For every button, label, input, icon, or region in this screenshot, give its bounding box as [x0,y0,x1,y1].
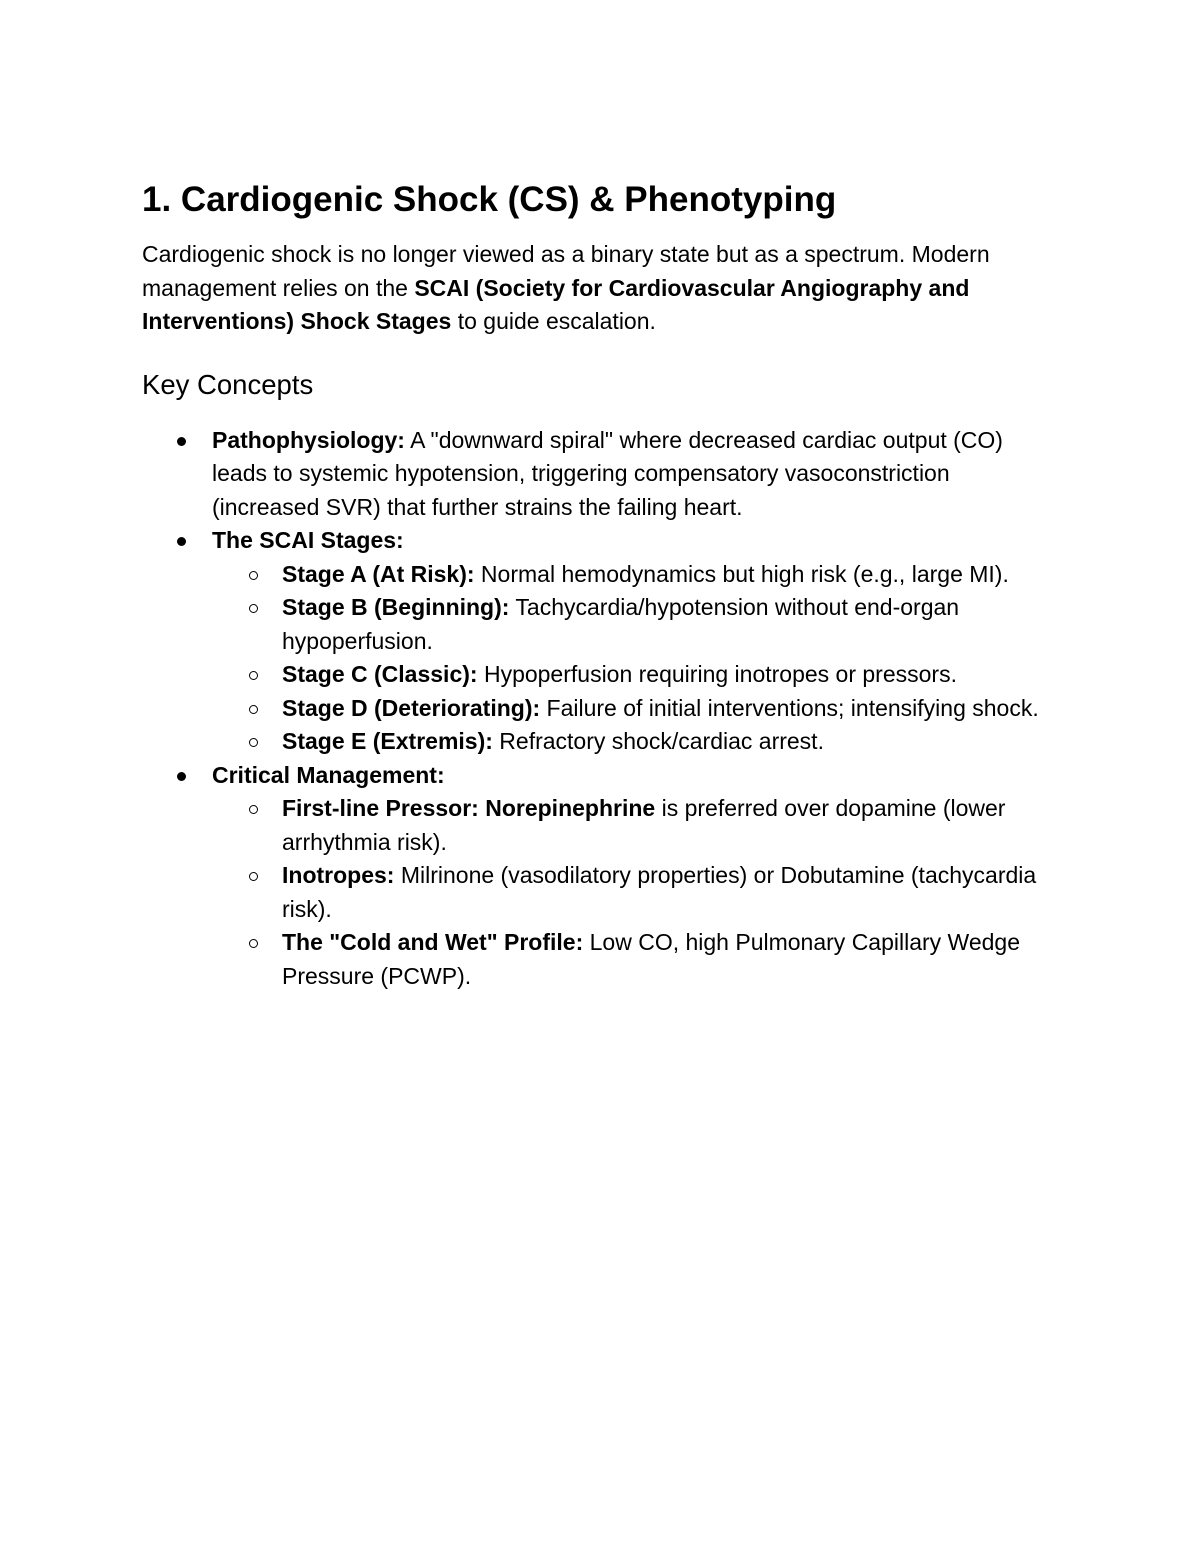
hollow-bullet-icon [249,571,258,580]
list-item-stage-c [282,658,1062,692]
drug-name: Norepinephrine [478,795,656,821]
stage-text: Tachycardia/hypotension without end-organ hypoperfusion. [282,594,960,654]
stage-label: Stage E (Extremis): [282,728,493,754]
hollow-bullet-icon [249,671,258,680]
item-text: is preferred over dopamine (lower arrhythmia risk). [282,795,1006,855]
intro-paragraph [142,238,1062,339]
list-item-cold-wet-profile [282,926,1062,993]
intro-text-start: Cardiogenic shock is no longer viewed as a binary state but as a spectrum. Modern management relies on the [142,241,990,301]
scai-stages-sublist [212,558,1062,759]
hollow-bullet-icon [249,604,258,613]
item-text: Milrinone (vasodilatory properties) or Dobutamine (tachycardia risk). [282,862,1037,922]
hollow-bullet-icon [249,805,258,814]
hollow-bullet-icon [249,939,258,948]
list-item-inotropes [282,859,1062,926]
list-item-scai-stages [212,524,1062,759]
list-item-stage-d [282,692,1062,726]
list-item-stage-a [282,558,1062,592]
page-title: 1. Cardiogenic Shock (CS) & Phenotyping [142,180,837,219]
key-concepts-list [142,424,1062,994]
intro-scai-bold: SCAI (Society for Cardiovascular Angiography and Interventions) Shock Stages [142,274,970,334]
stage-label: Stage A (At Risk): [282,560,475,587]
item-label: The SCAI Stages: [212,527,404,553]
stage-text: Normal hemodynamics but high risk (e.g., large MI). [474,560,1009,587]
document-page [142,178,1062,993]
list-item-stage-e [282,725,1062,759]
list-item-first-line-pressor [282,792,1062,859]
hollow-bullet-icon [249,738,258,747]
stage-text: Refractory shock/cardiac arrest. [492,728,824,754]
list-item-pathophysiology [212,424,1062,525]
filled-bullet-icon [177,537,186,546]
item-label: Critical Management: [212,761,445,788]
critical-management-sublist [212,792,1062,993]
item-label: Pathophysiology: [212,426,405,453]
list-item-critical-management [212,759,1062,994]
item-text: A "downward spiral" where decreased cardiac output (CO) leads to systemic hypotension, triggering compensatory vasoconstriction (increased SVR) that further strains the failing heart. [212,426,1003,520]
stage-label: Stage B (Beginning): [282,594,510,620]
list-item-stage-b [282,591,1062,658]
filled-bullet-icon [177,437,186,446]
stage-text: Failure of initial interventions; intensifying shock. [540,694,1039,721]
item-label: Inotropes: [282,862,395,888]
item-label: First-line Pressor: [282,795,479,821]
stage-label: Stage C (Classic): [282,661,478,687]
intro-text-end: to guide escalation. [451,308,656,334]
hollow-bullet-icon [249,872,258,881]
stage-text: Hypoperfusion requiring inotropes or pressors. [477,661,957,687]
item-label: The "Cold and Wet" Profile: [282,929,584,955]
filled-bullet-icon [177,772,186,781]
stage-label: Stage D (Deteriorating): [282,694,541,721]
hollow-bullet-icon [249,705,258,714]
item-text: Low CO, high Pulmonary Capillary Wedge Pressure (PCWP). [282,929,1021,989]
section-heading: Key Concepts [142,368,314,400]
